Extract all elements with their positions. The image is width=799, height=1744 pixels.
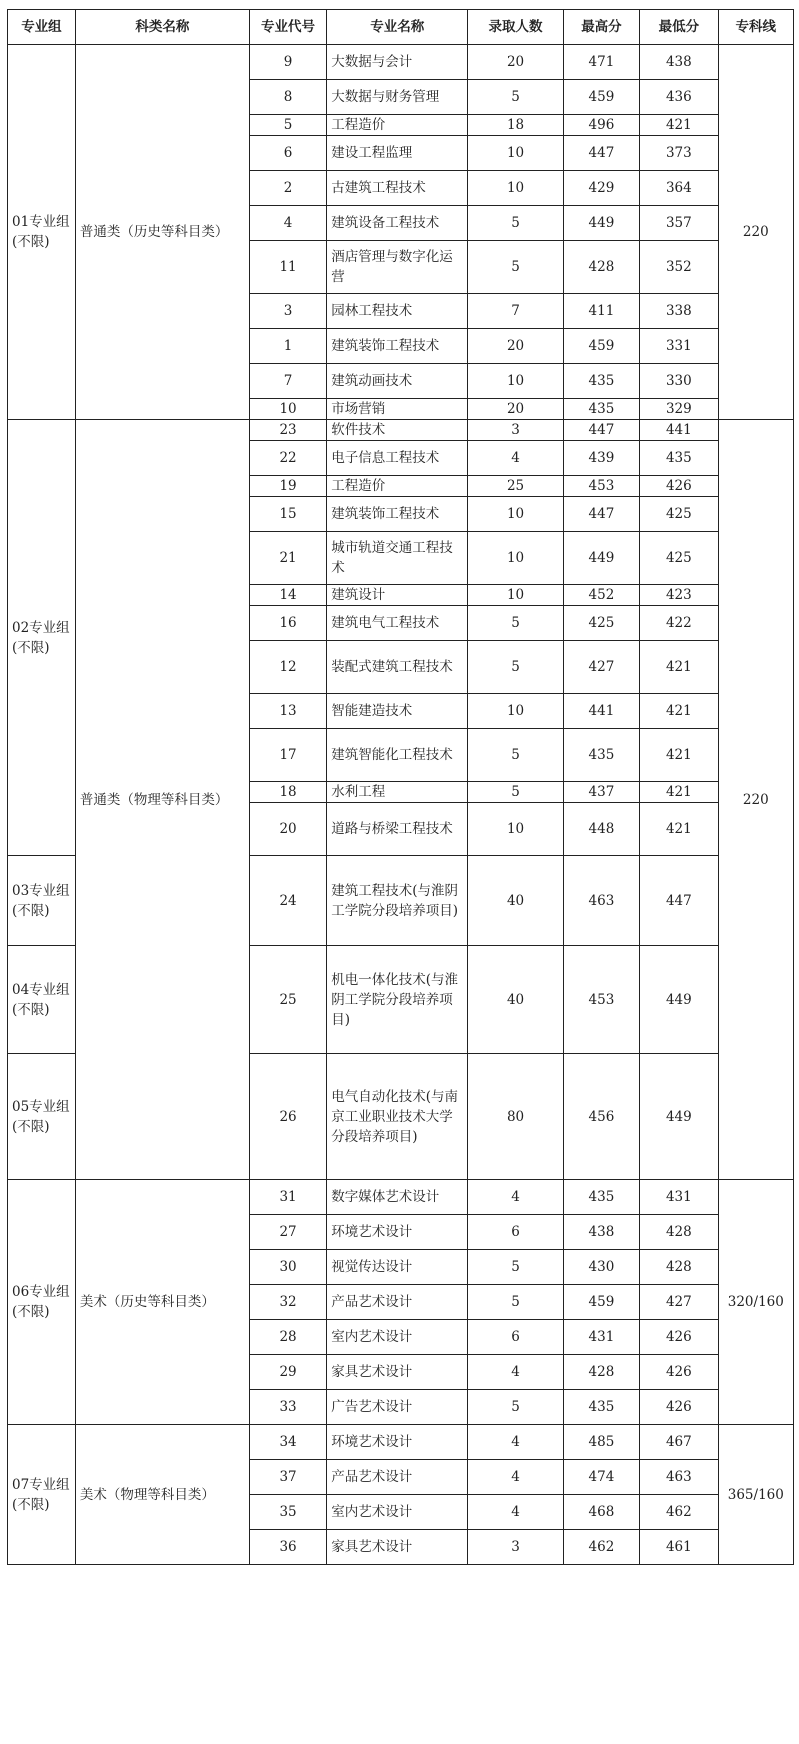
header-min-score: 最低分 <box>640 10 718 45</box>
min-score-cell: 426 <box>640 1390 718 1425</box>
admitted-count-cell: 40 <box>468 946 563 1054</box>
max-score-cell: 456 <box>563 1054 639 1180</box>
major-code-cell: 1 <box>249 329 326 364</box>
major-name-cell: 工程造价 <box>327 476 468 497</box>
admitted-count-cell: 40 <box>468 856 563 946</box>
major-name-cell: 大数据与会计 <box>327 45 468 80</box>
min-score-cell: 427 <box>640 1285 718 1320</box>
max-score-cell: 471 <box>563 45 639 80</box>
admitted-count-cell: 10 <box>468 497 563 532</box>
admission-score-table <box>7 9 794 1565</box>
min-score-cell: 421 <box>640 729 718 782</box>
admitted-count-cell: 25 <box>468 476 563 497</box>
min-score-cell: 421 <box>640 782 718 803</box>
admitted-count-cell: 4 <box>468 1425 563 1460</box>
table-row <box>8 1180 794 1215</box>
major-code-cell: 16 <box>249 606 326 641</box>
admitted-count-cell: 7 <box>468 294 563 329</box>
major-name-cell: 建筑装饰工程技术 <box>327 497 468 532</box>
category-cell: 美术（物理等科目类） <box>75 1425 249 1565</box>
major-code-cell: 19 <box>249 476 326 497</box>
major-code-cell: 25 <box>249 946 326 1054</box>
cutoff-line-cell: 220 <box>718 420 793 1180</box>
admitted-count-cell: 5 <box>468 241 563 294</box>
admitted-count-cell: 18 <box>468 115 563 136</box>
min-score-cell: 435 <box>640 441 718 476</box>
min-score-cell: 461 <box>640 1530 718 1565</box>
min-score-cell: 352 <box>640 241 718 294</box>
admitted-count-cell: 5 <box>468 1250 563 1285</box>
major-code-cell: 5 <box>249 115 326 136</box>
major-code-cell: 30 <box>249 1250 326 1285</box>
max-score-cell: 449 <box>563 206 639 241</box>
major-code-cell: 10 <box>249 399 326 420</box>
min-score-cell: 449 <box>640 946 718 1054</box>
max-score-cell: 435 <box>563 1180 639 1215</box>
min-score-cell: 467 <box>640 1425 718 1460</box>
group-cell: 06专业组 (不限) <box>8 1180 76 1425</box>
admitted-count-cell: 5 <box>468 729 563 782</box>
admitted-count-cell: 3 <box>468 420 563 441</box>
max-score-cell: 449 <box>563 532 639 585</box>
major-name-cell: 产品艺术设计 <box>327 1460 468 1495</box>
min-score-cell: 426 <box>640 476 718 497</box>
min-score-cell: 449 <box>640 1054 718 1180</box>
min-score-cell: 462 <box>640 1495 718 1530</box>
admitted-count-cell: 4 <box>468 1495 563 1530</box>
major-code-cell: 32 <box>249 1285 326 1320</box>
min-score-cell: 338 <box>640 294 718 329</box>
max-score-cell: 474 <box>563 1460 639 1495</box>
min-score-cell: 441 <box>640 420 718 441</box>
major-code-cell: 27 <box>249 1215 326 1250</box>
major-name-cell: 软件技术 <box>327 420 468 441</box>
major-name-cell: 机电一体化技术(与淮阴工学院分段培养项目) <box>327 946 468 1054</box>
header-max-score: 最高分 <box>563 10 639 45</box>
major-name-cell: 智能建造技术 <box>327 694 468 729</box>
major-code-cell: 17 <box>249 729 326 782</box>
min-score-cell: 330 <box>640 364 718 399</box>
min-score-cell: 428 <box>640 1215 718 1250</box>
admitted-count-cell: 10 <box>468 532 563 585</box>
header-admitted-count: 录取人数 <box>468 10 563 45</box>
min-score-cell: 431 <box>640 1180 718 1215</box>
min-score-cell: 423 <box>640 585 718 606</box>
min-score-cell: 426 <box>640 1355 718 1390</box>
max-score-cell: 463 <box>563 856 639 946</box>
max-score-cell: 462 <box>563 1530 639 1565</box>
major-name-cell: 建设工程监理 <box>327 136 468 171</box>
admitted-count-cell: 10 <box>468 803 563 856</box>
max-score-cell: 447 <box>563 420 639 441</box>
max-score-cell: 485 <box>563 1425 639 1460</box>
admitted-count-cell: 4 <box>468 1355 563 1390</box>
max-score-cell: 435 <box>563 729 639 782</box>
admitted-count-cell: 10 <box>468 136 563 171</box>
max-score-cell: 435 <box>563 399 639 420</box>
major-name-cell: 数字媒体艺术设计 <box>327 1180 468 1215</box>
major-name-cell: 家具艺术设计 <box>327 1355 468 1390</box>
max-score-cell: 447 <box>563 497 639 532</box>
max-score-cell: 453 <box>563 476 639 497</box>
major-code-cell: 24 <box>249 856 326 946</box>
table-row <box>8 45 794 80</box>
major-code-cell: 29 <box>249 1355 326 1390</box>
max-score-cell: 452 <box>563 585 639 606</box>
major-code-cell: 35 <box>249 1495 326 1530</box>
admitted-count-cell: 5 <box>468 641 563 694</box>
major-code-cell: 31 <box>249 1180 326 1215</box>
admitted-count-cell: 5 <box>468 1285 563 1320</box>
major-name-cell: 环境艺术设计 <box>327 1425 468 1460</box>
min-score-cell: 421 <box>640 641 718 694</box>
header-cutoff-line: 专科线 <box>718 10 793 45</box>
major-code-cell: 20 <box>249 803 326 856</box>
min-score-cell: 425 <box>640 497 718 532</box>
admitted-count-cell: 5 <box>468 782 563 803</box>
max-score-cell: 439 <box>563 441 639 476</box>
major-code-cell: 13 <box>249 694 326 729</box>
admitted-count-cell: 10 <box>468 694 563 729</box>
major-name-cell: 家具艺术设计 <box>327 1530 468 1565</box>
admitted-count-cell: 5 <box>468 1390 563 1425</box>
admitted-count-cell: 5 <box>468 206 563 241</box>
max-score-cell: 468 <box>563 1495 639 1530</box>
major-code-cell: 28 <box>249 1320 326 1355</box>
min-score-cell: 438 <box>640 45 718 80</box>
admitted-count-cell: 10 <box>468 171 563 206</box>
major-code-cell: 15 <box>249 497 326 532</box>
max-score-cell: 425 <box>563 606 639 641</box>
cutoff-line-cell: 320/160 <box>718 1180 793 1425</box>
group-cell: 02专业组 (不限) <box>8 420 76 856</box>
max-score-cell: 428 <box>563 241 639 294</box>
category-cell: 普通类（物理等科目类） <box>75 420 249 1180</box>
min-score-cell: 421 <box>640 803 718 856</box>
major-name-cell: 园林工程技术 <box>327 294 468 329</box>
major-code-cell: 8 <box>249 80 326 115</box>
major-name-cell: 城市轨道交通工程技术 <box>327 532 468 585</box>
min-score-cell: 421 <box>640 115 718 136</box>
major-name-cell: 酒店管理与数字化运营 <box>327 241 468 294</box>
major-name-cell: 建筑装饰工程技术 <box>327 329 468 364</box>
major-name-cell: 建筑动画技术 <box>327 364 468 399</box>
major-code-cell: 34 <box>249 1425 326 1460</box>
min-score-cell: 331 <box>640 329 718 364</box>
major-name-cell: 室内艺术设计 <box>327 1495 468 1530</box>
header-category: 科类名称 <box>75 10 249 45</box>
major-code-cell: 3 <box>249 294 326 329</box>
major-code-cell: 33 <box>249 1390 326 1425</box>
min-score-cell: 426 <box>640 1320 718 1355</box>
group-cell: 05专业组 (不限) <box>8 1054 76 1180</box>
admitted-count-cell: 4 <box>468 1180 563 1215</box>
group-cell: 04专业组 (不限) <box>8 946 76 1054</box>
major-code-cell: 37 <box>249 1460 326 1495</box>
major-code-cell: 36 <box>249 1530 326 1565</box>
header-row <box>8 10 794 45</box>
max-score-cell: 429 <box>563 171 639 206</box>
major-name-cell: 室内艺术设计 <box>327 1320 468 1355</box>
major-name-cell: 建筑工程技术(与淮阴工学院分段培养项目) <box>327 856 468 946</box>
header-group: 专业组 <box>8 10 76 45</box>
admitted-count-cell: 6 <box>468 1215 563 1250</box>
major-name-cell: 电气自动化技术(与南京工业职业技术大学分段培养项目) <box>327 1054 468 1180</box>
group-cell: 03专业组 (不限) <box>8 856 76 946</box>
max-score-cell: 459 <box>563 80 639 115</box>
min-score-cell: 357 <box>640 206 718 241</box>
max-score-cell: 435 <box>563 364 639 399</box>
major-name-cell: 建筑设备工程技术 <box>327 206 468 241</box>
min-score-cell: 463 <box>640 1460 718 1495</box>
min-score-cell: 425 <box>640 532 718 585</box>
min-score-cell: 428 <box>640 1250 718 1285</box>
major-name-cell: 道路与桥梁工程技术 <box>327 803 468 856</box>
max-score-cell: 435 <box>563 1390 639 1425</box>
major-code-cell: 18 <box>249 782 326 803</box>
cutoff-line-cell: 365/160 <box>718 1425 793 1565</box>
admitted-count-cell: 5 <box>468 80 563 115</box>
admitted-count-cell: 6 <box>468 1320 563 1355</box>
header-major-name: 专业名称 <box>327 10 468 45</box>
admitted-count-cell: 5 <box>468 606 563 641</box>
admitted-count-cell: 10 <box>468 585 563 606</box>
max-score-cell: 459 <box>563 329 639 364</box>
admitted-count-cell: 20 <box>468 329 563 364</box>
admitted-count-cell: 4 <box>468 1460 563 1495</box>
admitted-count-cell: 20 <box>468 45 563 80</box>
major-code-cell: 23 <box>249 420 326 441</box>
group-cell: 01专业组 (不限) <box>8 45 76 420</box>
major-name-cell: 建筑智能化工程技术 <box>327 729 468 782</box>
major-code-cell: 26 <box>249 1054 326 1180</box>
header-major-code: 专业代号 <box>249 10 326 45</box>
major-code-cell: 11 <box>249 241 326 294</box>
table-body <box>8 45 794 1565</box>
min-score-cell: 436 <box>640 80 718 115</box>
cutoff-line-cell: 220 <box>718 45 793 420</box>
max-score-cell: 459 <box>563 1285 639 1320</box>
admitted-count-cell: 80 <box>468 1054 563 1180</box>
max-score-cell: 496 <box>563 115 639 136</box>
major-name-cell: 产品艺术设计 <box>327 1285 468 1320</box>
max-score-cell: 427 <box>563 641 639 694</box>
major-code-cell: 2 <box>249 171 326 206</box>
major-code-cell: 9 <box>249 45 326 80</box>
min-score-cell: 421 <box>640 694 718 729</box>
major-name-cell: 视觉传达设计 <box>327 1250 468 1285</box>
max-score-cell: 447 <box>563 136 639 171</box>
major-code-cell: 21 <box>249 532 326 585</box>
admitted-count-cell: 10 <box>468 364 563 399</box>
major-code-cell: 6 <box>249 136 326 171</box>
category-cell: 美术（历史等科目类） <box>75 1180 249 1425</box>
admitted-count-cell: 3 <box>468 1530 563 1565</box>
category-cell: 普通类（历史等科目类） <box>75 45 249 420</box>
admitted-count-cell: 20 <box>468 399 563 420</box>
major-code-cell: 7 <box>249 364 326 399</box>
group-cell: 07专业组 (不限) <box>8 1425 76 1565</box>
max-score-cell: 453 <box>563 946 639 1054</box>
max-score-cell: 448 <box>563 803 639 856</box>
major-code-cell: 4 <box>249 206 326 241</box>
major-code-cell: 22 <box>249 441 326 476</box>
major-code-cell: 12 <box>249 641 326 694</box>
major-code-cell: 14 <box>249 585 326 606</box>
major-name-cell: 工程造价 <box>327 115 468 136</box>
min-score-cell: 329 <box>640 399 718 420</box>
major-name-cell: 建筑电气工程技术 <box>327 606 468 641</box>
min-score-cell: 373 <box>640 136 718 171</box>
max-score-cell: 411 <box>563 294 639 329</box>
major-name-cell: 水利工程 <box>327 782 468 803</box>
min-score-cell: 447 <box>640 856 718 946</box>
min-score-cell: 364 <box>640 171 718 206</box>
major-name-cell: 广告艺术设计 <box>327 1390 468 1425</box>
max-score-cell: 431 <box>563 1320 639 1355</box>
table-row <box>8 420 794 441</box>
major-name-cell: 电子信息工程技术 <box>327 441 468 476</box>
major-name-cell: 大数据与财务管理 <box>327 80 468 115</box>
min-score-cell: 422 <box>640 606 718 641</box>
table-row <box>8 1425 794 1460</box>
max-score-cell: 441 <box>563 694 639 729</box>
max-score-cell: 437 <box>563 782 639 803</box>
major-name-cell: 市场营销 <box>327 399 468 420</box>
max-score-cell: 438 <box>563 1215 639 1250</box>
max-score-cell: 428 <box>563 1355 639 1390</box>
max-score-cell: 430 <box>563 1250 639 1285</box>
major-name-cell: 装配式建筑工程技术 <box>327 641 468 694</box>
major-name-cell: 建筑设计 <box>327 585 468 606</box>
major-name-cell: 环境艺术设计 <box>327 1215 468 1250</box>
admitted-count-cell: 4 <box>468 441 563 476</box>
major-name-cell: 古建筑工程技术 <box>327 171 468 206</box>
